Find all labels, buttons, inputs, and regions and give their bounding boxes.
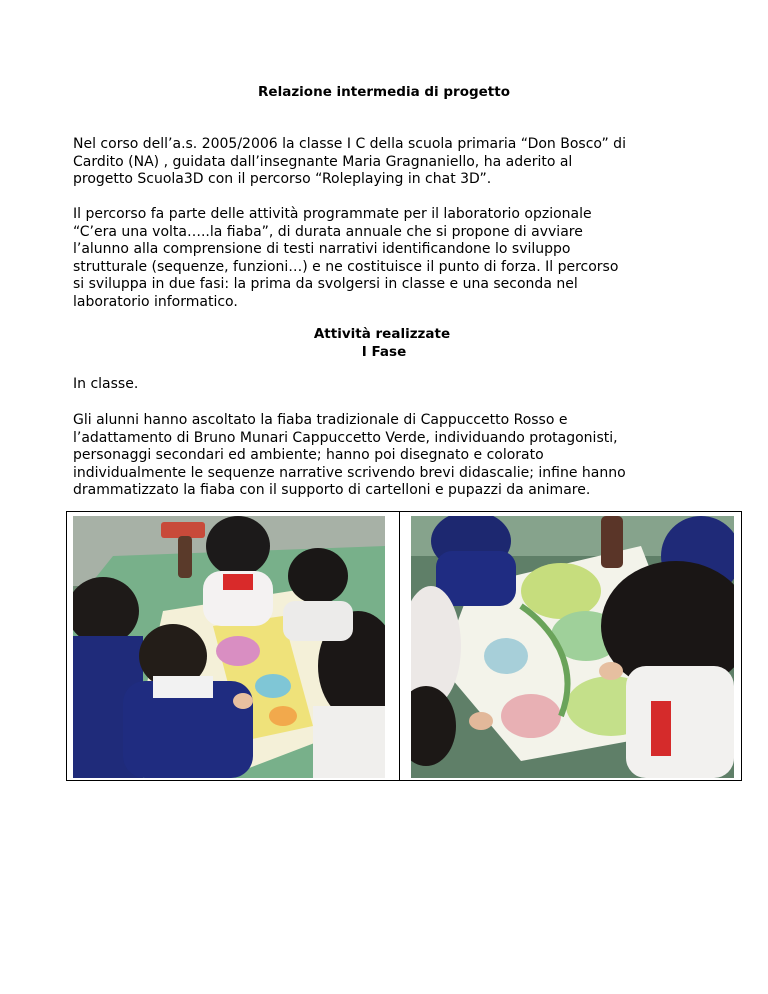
section-heading: Attività realizzate [313,326,451,342]
photo-table [66,511,742,781]
course-description-paragraph: Il percorso fa parte delle attività programmate per il laboratorio opzionale “C’era una volta…..la fiaba”, di durata annuale che si propone di avviare l’alunno alla comprensione di testi narrativi identificandone lo sviluppo strutturale (sequenze, funzioni…) e ne costituisce il punto di forza. Il percorso si sviluppa in due fasi: la prima da svolgersi in classe e una seconda nel laboratorio informatico. [73,206,619,310]
phase-heading: I Fase [361,344,407,360]
document-title: Relazione intermedia di progetto [258,84,510,100]
intro-paragraph: Nel corso dell’a.s. 2005/2006 la classe I C della scuola primaria “Don Bosco” di Cardito (NA) , guidata dall’insegnante Maria Gragnaniello, ha aderito al progetto Scuola3D con il percorso “Roleplaying in chat 3D”. [73,136,626,187]
activity-paragraph: Gli alunni hanno ascoltato la fiaba tradizionale di Cappuccetto Rosso e l’adattamento di Bruno Munari Cappuccetto Verde, individuando protagonisti, personaggi secondari ed ambiente; hanno poi disegnato e colorato individualmente le sequenze narrative scrivendo brevi didascalie; infine hanno drammatizzato la fiaba con il supporto di cartelloni e pupazzi da animare. [73,412,626,498]
classroom-photo-right-image [411,516,734,778]
classroom-photo-right [411,516,734,778]
table-divider [399,512,400,780]
classroom-photo-left [73,516,385,778]
classroom-photo-left-image [73,516,385,778]
location-text: In classe. [73,376,139,392]
